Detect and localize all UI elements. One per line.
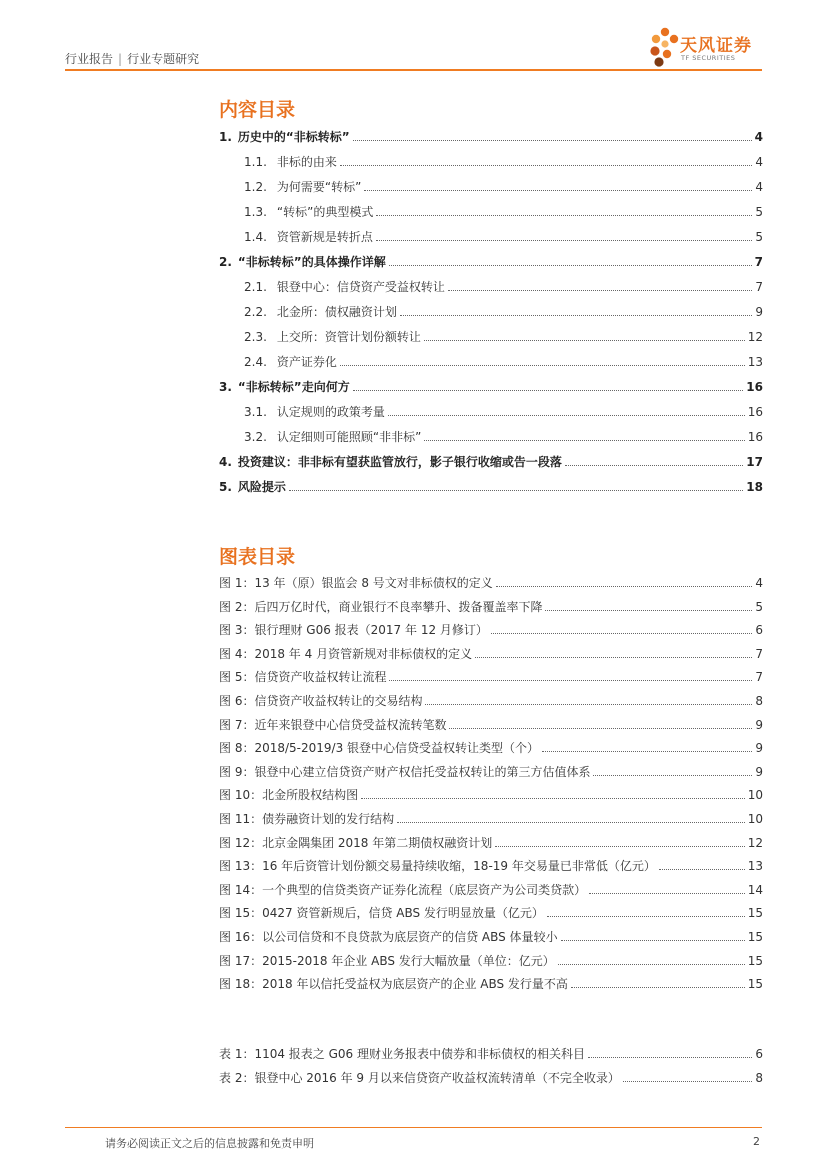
- figure-leader-dots: [659, 868, 745, 870]
- footer-disclaimer: 请务必阅读正文之后的信息披露和免责申明: [105, 1137, 314, 1150]
- figure-leader-dots: [571, 986, 745, 988]
- figure-leader-dots: [361, 797, 745, 799]
- toc-entry[interactable]: [244, 429, 763, 445]
- figure-entry[interactable]: [219, 693, 763, 709]
- figure-entry-page: 13: [747, 859, 763, 873]
- figure-entry-title: 图 9：银登中心建立信贷资产财产权信托受益权转让的第三方估值体系: [219, 765, 591, 779]
- figure-entry[interactable]: [219, 622, 763, 638]
- figure-entry[interactable]: [219, 575, 763, 591]
- toc-entry-number: 1.2.: [244, 180, 267, 194]
- header-separator: |: [118, 52, 123, 66]
- toc-leader-dots: [364, 189, 752, 191]
- toc-entry-number: 3.: [219, 380, 232, 394]
- toc-entry-page: 7: [754, 255, 763, 269]
- table-entry-page: 6: [755, 1047, 763, 1061]
- figure-entry-page: 15: [747, 930, 763, 944]
- toc-entry-title: 认定细则可能照顾“非非标”: [276, 430, 422, 444]
- toc-entry[interactable]: [244, 154, 763, 170]
- toc-entry[interactable]: [219, 454, 763, 470]
- report-category: 行业专题研究: [127, 52, 200, 66]
- toc-entry-title: “非标转标”走向何方: [237, 380, 350, 394]
- figure-entry[interactable]: [219, 929, 763, 945]
- table-entry-page: 8: [755, 1071, 763, 1085]
- toc-entry-title: 资产证券化: [276, 355, 337, 369]
- toc-leader-dots: [400, 314, 752, 316]
- figure-entry[interactable]: [219, 858, 763, 874]
- toc-entry-number: 3.2.: [244, 430, 267, 444]
- figure-entry[interactable]: [219, 740, 763, 756]
- figure-entry-title: 图 17：2015-2018 年企业 ABS 发行大幅放量（单位：亿元）: [219, 954, 555, 968]
- toc-leader-dots: [353, 139, 752, 141]
- toc-entry[interactable]: [244, 204, 763, 220]
- figure-entry-title: 图 15：0427 资管新规后，信贷 ABS 发行明显放量（亿元）: [219, 906, 544, 920]
- toc-entry-number: 1.: [219, 130, 232, 144]
- toc-entry-number: 3.1.: [244, 405, 267, 419]
- toc-entry[interactable]: [219, 254, 763, 270]
- figure-entry-title: 图 13：16 年后资管计划份额交易量持续收缩，18-19 年交易量已非常低（亿元）: [219, 859, 656, 873]
- figure-entry[interactable]: [219, 835, 763, 851]
- table-leader-dots: [588, 1056, 752, 1058]
- flower-logo-icon: [650, 27, 680, 69]
- figure-entry-page: 6: [755, 623, 763, 637]
- toc-entry-title: 投资建议：非非标有望获监管放行，影子银行收缩或告一段落: [237, 455, 562, 469]
- figure-entry[interactable]: [219, 882, 763, 898]
- toc-entry-page: 4: [755, 155, 763, 169]
- toc-leader-dots: [424, 439, 744, 441]
- toc-entry-page: 5: [755, 230, 763, 244]
- table-leader-dots: [623, 1080, 752, 1082]
- toc-entry-page: 5: [755, 205, 763, 219]
- toc-entry-number: 2.: [219, 255, 232, 269]
- figure-entry-page: 15: [747, 954, 763, 968]
- table-entry[interactable]: [219, 1070, 763, 1086]
- toc-entry-number: 4.: [219, 455, 232, 469]
- page-number: 2: [753, 1135, 760, 1148]
- figure-entry-title: 图 12：北京金隅集团 2018 年第二期债权融资计划: [219, 836, 493, 850]
- figure-entry-page: 4: [755, 576, 763, 590]
- toc-entry-page: 16: [747, 430, 763, 444]
- toc-entry-number: 2.4.: [244, 355, 267, 369]
- toc-entry-title: 风险提示: [237, 480, 286, 494]
- toc-entry-page: 12: [747, 330, 763, 344]
- toc-entry-title: 上交所：资管计划份额转让: [276, 330, 421, 344]
- toc-entry-page: 4: [754, 130, 763, 144]
- toc-entry-number: 5.: [219, 480, 232, 494]
- figure-entry-page: 15: [747, 977, 763, 991]
- figure-entry-page: 12: [747, 836, 763, 850]
- table-entry[interactable]: [219, 1046, 763, 1062]
- toc-entry-number: 1.3.: [244, 205, 267, 219]
- toc-entry-number: 1.4.: [244, 230, 267, 244]
- toc-entry-title: 银登中心：信贷资产受益权转让: [276, 280, 445, 294]
- toc-entry[interactable]: [219, 129, 763, 145]
- toc-entry-title: “转标”的典型模式: [276, 205, 374, 219]
- toc-leader-dots: [389, 264, 752, 266]
- toc-leader-dots: [376, 239, 752, 241]
- toc-entry-title: 为何需要“转标”: [276, 180, 362, 194]
- figure-entry-page: 8: [755, 694, 763, 708]
- figure-leader-dots: [397, 821, 745, 823]
- toc-entry-number: 2.1.: [244, 280, 267, 294]
- figure-entry-title: 图 7：近年来银登中心信贷受益权流转笔数: [219, 718, 447, 732]
- figure-entry-page: 14: [747, 883, 763, 897]
- figure-leader-dots: [389, 679, 752, 681]
- figures-title: 图表目录: [219, 546, 296, 568]
- figure-entry[interactable]: [219, 905, 763, 921]
- table-entry-title: 表 1：1104 报表之 G06 理财业务报表中债券和非标债权的相关科目: [219, 1047, 586, 1061]
- toc-leader-dots: [376, 214, 752, 216]
- toc-entry-title: 非标的由来: [276, 155, 337, 169]
- figure-entry-title: 图 18：2018 年以信托受益权为底层资产的企业 ABS 发行量不高: [219, 977, 568, 991]
- toc-leader-dots: [340, 164, 752, 166]
- brand-name-cn: 天风证券: [680, 36, 752, 56]
- figure-leader-dots: [542, 750, 752, 752]
- figure-entry-title: 图 16：以公司信贷和不良贷款为底层资产的信贷 ABS 体量较小: [219, 930, 558, 944]
- figure-entry-title: 图 8：2018/5-2019/3 银登中心信贷受益权转让类型（个）: [219, 741, 540, 755]
- toc-entry-page: 17: [746, 455, 763, 469]
- figure-entry-title: 图 3：银行理财 G06 报表（2017 年 12 月修订）: [219, 623, 488, 637]
- toc-entry[interactable]: [244, 404, 763, 420]
- toc-entry[interactable]: [219, 479, 763, 495]
- toc-leader-dots: [424, 339, 745, 341]
- tf-securities-logo: [650, 25, 765, 70]
- figure-entry[interactable]: [219, 764, 763, 780]
- figure-entry-page: 9: [755, 718, 763, 732]
- toc-entry-title: 北金所：债权融资计划: [276, 305, 397, 319]
- header-rule: [65, 69, 762, 71]
- toc-entry[interactable]: [244, 279, 763, 295]
- toc-leader-dots: [340, 364, 745, 366]
- figure-entry[interactable]: [219, 669, 763, 685]
- table-entry-title: 表 2：银登中心 2016 年 9 月以来信贷资产收益权流转清单（不完全收录）: [219, 1071, 620, 1085]
- figure-leader-dots: [547, 915, 745, 917]
- report-header: [65, 50, 199, 67]
- figure-entry-title: 图 14：一个典型的信贷类资产证券化流程（底层资产为公司类贷款）: [219, 883, 587, 897]
- toc-entry-page: 4: [755, 180, 763, 194]
- toc-entry-number: 2.2.: [244, 305, 267, 319]
- figure-entry-page: 9: [755, 765, 763, 779]
- figure-entry-title: 图 11：债券融资计划的发行结构: [219, 812, 395, 826]
- figure-leader-dots: [495, 845, 744, 847]
- figure-leader-dots: [496, 585, 752, 587]
- toc-entry-page: 18: [746, 480, 763, 494]
- figure-entry-title: 图 1：13 年（原）银监会 8 号文对非标债权的定义: [219, 576, 493, 590]
- toc-entry-number: 2.3.: [244, 330, 267, 344]
- toc-leader-dots: [565, 464, 743, 466]
- toc-entry-title: “非标转标”的具体操作详解: [237, 255, 386, 269]
- figure-leader-dots: [593, 774, 752, 776]
- figure-entry[interactable]: [219, 787, 763, 803]
- figure-entry[interactable]: [219, 976, 763, 992]
- figure-entry-page: 5: [755, 600, 763, 614]
- figure-entry[interactable]: [219, 811, 763, 827]
- figure-leader-dots: [491, 632, 752, 634]
- toc-entry[interactable]: [244, 329, 763, 345]
- toc-title: 内容目录: [219, 99, 296, 121]
- toc-entry-title: 认定规则的政策考量: [276, 405, 385, 419]
- toc-entry-title: 历史中的“非标转标”: [237, 130, 350, 144]
- figure-entry-page: 9: [755, 741, 763, 755]
- figure-entry[interactable]: [219, 953, 763, 969]
- figure-leader-dots: [545, 609, 752, 611]
- footer-rule: [65, 1127, 762, 1128]
- toc-leader-dots: [289, 489, 743, 491]
- figure-entry-page: 15: [747, 906, 763, 920]
- toc-leader-dots: [388, 414, 745, 416]
- toc-entry[interactable]: [244, 229, 763, 245]
- brand-name-en: TF SECURITIES: [681, 54, 736, 62]
- toc-entry-page: 13: [747, 355, 763, 369]
- toc-entry[interactable]: [244, 179, 763, 195]
- figure-entry-page: 10: [747, 788, 763, 802]
- figure-leader-dots: [425, 703, 752, 705]
- toc-entry-page: 16: [747, 405, 763, 419]
- figure-entry-title: 图 5：信贷资产收益权转让流程: [219, 670, 387, 684]
- toc-leader-dots: [448, 289, 752, 291]
- figure-entry-title: 图 4：2018 年 4 月资管新规对非标债权的定义: [219, 647, 473, 661]
- figure-entry-page: 10: [747, 812, 763, 826]
- toc-entry-page: 7: [755, 280, 763, 294]
- toc-leader-dots: [353, 389, 744, 391]
- figure-entry[interactable]: [219, 646, 763, 662]
- toc-entry[interactable]: [219, 379, 763, 395]
- toc-entry-title: 资管新规是转折点: [276, 230, 373, 244]
- report-type: 行业报告: [65, 52, 114, 66]
- figure-leader-dots: [558, 963, 745, 965]
- figure-leader-dots: [589, 892, 745, 894]
- figure-entry[interactable]: [219, 717, 763, 733]
- figure-entry-title: 图 2：后四万亿时代，商业银行不良率攀升、拨备覆盖率下降: [219, 600, 543, 614]
- figure-entry-page: 7: [755, 670, 763, 684]
- figure-entry-page: 7: [755, 647, 763, 661]
- toc-entry-number: 1.1.: [244, 155, 267, 169]
- toc-entry[interactable]: [244, 354, 763, 370]
- figure-entry-title: 图 10：北金所股权结构图: [219, 788, 359, 802]
- toc-entry[interactable]: [244, 304, 763, 320]
- figure-leader-dots: [449, 727, 752, 729]
- toc-entry-page: 16: [746, 380, 763, 394]
- toc-entry-page: 9: [755, 305, 763, 319]
- figure-entry-title: 图 6：信贷资产收益权转让的交易结构: [219, 694, 423, 708]
- figure-entry[interactable]: [219, 599, 763, 615]
- figure-leader-dots: [475, 656, 752, 658]
- figure-leader-dots: [561, 939, 745, 941]
